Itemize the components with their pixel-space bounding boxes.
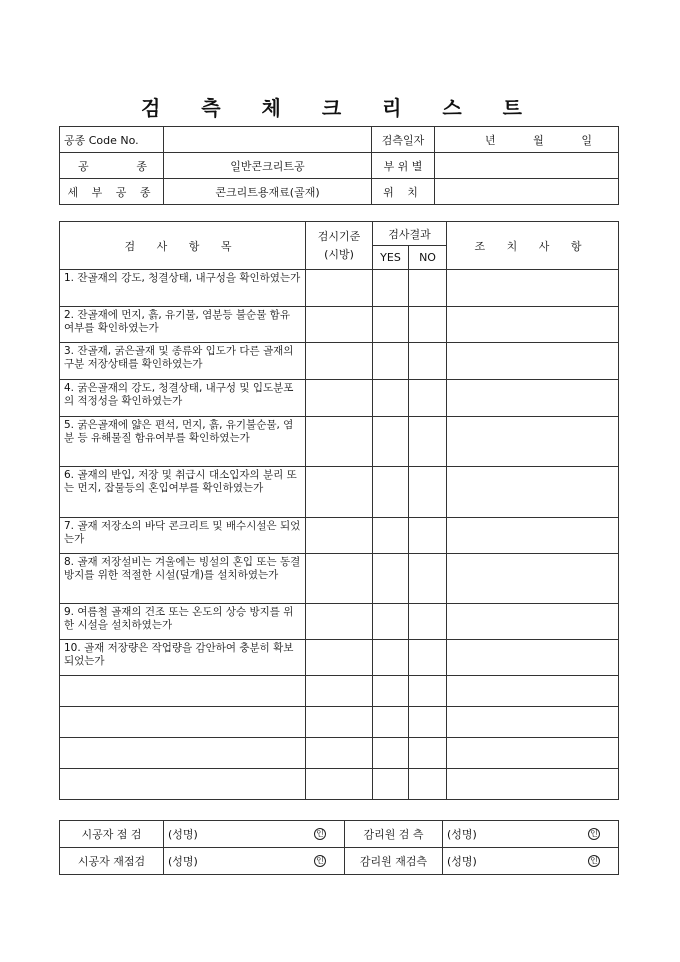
work-value[interactable]: 일반콘크리트공 [164, 153, 372, 179]
info-table [59, 126, 619, 205]
seal-icon: 인 [314, 855, 326, 867]
no-cell[interactable] [409, 417, 447, 467]
yes-cell[interactable] [373, 738, 409, 769]
table-row [60, 343, 619, 380]
location-label: 위 치 [372, 179, 435, 205]
header-no: NO [409, 246, 447, 270]
check-item: 9. 여름철 골재의 건조 또는 온도의 상승 방지를 위한 시설을 설치하였는가 [60, 604, 306, 640]
item-cell[interactable] [60, 769, 306, 800]
part-label: 부 위 별 [372, 153, 435, 179]
action-cell[interactable] [447, 518, 619, 554]
header-standard-line2: (시방) [324, 247, 354, 261]
yes-cell[interactable] [373, 707, 409, 738]
seal-icon: 인 [314, 828, 326, 840]
yes-cell[interactable] [373, 417, 409, 467]
table-row [60, 467, 619, 518]
check-item: 2. 잔골재에 먼지, 흙, 유기물, 염분등 불순물 함유 여부를 확인하였는가 [60, 307, 306, 343]
item-cell[interactable] [60, 676, 306, 707]
item-cell[interactable] [60, 707, 306, 738]
no-cell[interactable] [409, 343, 447, 380]
action-cell[interactable] [447, 343, 619, 380]
check-item: 5. 굵은골재에 얇은 편석, 먼지, 흙, 유기불순물, 염분 등 유해물질 함유여부를 확인하였는가 [60, 417, 306, 467]
empty-row [60, 707, 619, 738]
yes-cell[interactable] [373, 467, 409, 518]
table-row [60, 417, 619, 467]
date-field[interactable] [435, 127, 619, 153]
date-month: 월 [533, 133, 544, 147]
action-cell[interactable] [447, 676, 619, 707]
standard-cell[interactable] [306, 417, 373, 467]
header-items: 검 사 항 목 [60, 222, 306, 270]
no-cell[interactable] [409, 676, 447, 707]
yes-cell[interactable] [373, 518, 409, 554]
work-label: 공 종 [60, 153, 164, 179]
contractor-recheck-label: 시공자 재점검 [60, 848, 164, 875]
part-value[interactable] [435, 153, 619, 179]
yes-cell[interactable] [373, 343, 409, 380]
header-action: 조 치 사 항 [447, 222, 619, 270]
action-cell[interactable] [447, 604, 619, 640]
signature-table [59, 820, 619, 875]
standard-cell[interactable] [306, 640, 373, 676]
action-cell[interactable] [447, 270, 619, 307]
contractor-check-label: 시공자 점 검 [60, 821, 164, 848]
check-item: 4. 굵은골재의 강도, 청결상태, 내구성 및 입도분포의 적정성을 확인하였는가 [60, 380, 306, 417]
action-cell[interactable] [447, 380, 619, 417]
check-item: 8. 골재 저장설비는 겨울에는 빙설의 혼입 또는 동결 방지를 위한 적절한 시설(덮개)를 설치하였는가 [60, 554, 306, 604]
supervisor-recheck-label: 감리원 재검측 [345, 848, 443, 875]
name-label: (성명) [447, 828, 477, 841]
standard-cell[interactable] [306, 307, 373, 343]
yes-cell[interactable] [373, 270, 409, 307]
header-yes: YES [373, 246, 409, 270]
table-row [60, 604, 619, 640]
no-cell[interactable] [409, 518, 447, 554]
action-cell[interactable] [447, 467, 619, 518]
name-label: (성명) [168, 855, 198, 868]
action-cell[interactable] [447, 307, 619, 343]
check-item: 6. 골재의 반입, 저장 및 취급시 대소입자의 분리 또는 먼지, 잡물등의 혼입여부를 확인하였는가 [60, 467, 306, 518]
check-item: 10. 골재 저장량은 작업량을 감안하여 충분히 확보 되었는가 [60, 640, 306, 676]
action-cell[interactable] [447, 707, 619, 738]
no-cell[interactable] [409, 554, 447, 604]
seal-icon: 인 [588, 828, 600, 840]
no-cell[interactable] [409, 707, 447, 738]
yes-cell[interactable] [373, 676, 409, 707]
header-result: 검사결과 [373, 222, 447, 246]
supervisor-check-label: 감리원 검 측 [345, 821, 443, 848]
action-cell[interactable] [447, 417, 619, 467]
no-cell[interactable] [409, 604, 447, 640]
no-cell[interactable] [409, 467, 447, 518]
supervisor-check-sign[interactable] [443, 821, 619, 848]
yes-cell[interactable] [373, 307, 409, 343]
check-item: 1. 잔골재의 강도, 청결상태, 내구성을 확인하였는가 [60, 270, 306, 307]
item-cell[interactable] [60, 738, 306, 769]
no-cell[interactable] [409, 640, 447, 676]
yes-cell[interactable] [373, 640, 409, 676]
standard-cell[interactable] [306, 343, 373, 380]
standard-cell[interactable] [306, 769, 373, 800]
no-cell[interactable] [409, 270, 447, 307]
yes-cell[interactable] [373, 554, 409, 604]
date-label: 검측일자 [372, 127, 435, 153]
no-cell[interactable] [409, 769, 447, 800]
header-standard-line1: 검시기준 [317, 229, 361, 243]
standard-cell[interactable] [306, 518, 373, 554]
name-label: (성명) [168, 828, 198, 841]
table-row [60, 380, 619, 417]
no-cell[interactable] [409, 380, 447, 417]
code-value[interactable] [164, 127, 372, 153]
action-cell[interactable] [447, 738, 619, 769]
location-value[interactable] [435, 179, 619, 205]
page-title: 검 측 체 크 리 스 트 [140, 96, 540, 120]
yes-cell[interactable] [373, 769, 409, 800]
table-row [60, 554, 619, 604]
empty-row [60, 769, 619, 800]
yes-cell[interactable] [373, 604, 409, 640]
action-cell[interactable] [447, 554, 619, 604]
date-day: 일 [581, 133, 592, 147]
contractor-recheck-sign[interactable] [164, 848, 345, 875]
checklist-table [59, 221, 619, 800]
header-standard [306, 222, 373, 270]
standard-cell[interactable] [306, 707, 373, 738]
action-cell[interactable] [447, 769, 619, 800]
standard-cell[interactable] [306, 467, 373, 518]
detail-value[interactable]: 콘크리트용재료(골재) [164, 179, 372, 205]
empty-row [60, 738, 619, 769]
check-item: 7. 골재 저장소의 바닥 콘크리트 및 배수시설은 되었는가 [60, 518, 306, 554]
no-cell[interactable] [409, 307, 447, 343]
supervisor-recheck-sign[interactable] [443, 848, 619, 875]
code-label: 공종 Code No. [60, 127, 164, 153]
check-item: 3. 잔골재, 굵은골재 및 종류와 입도가 다른 골재의 구분 저장상태를 확인하였는가 [60, 343, 306, 380]
standard-cell[interactable] [306, 270, 373, 307]
table-row [60, 307, 619, 343]
name-label: (성명) [447, 855, 477, 868]
detail-label: 세 부 공 종 [60, 179, 164, 205]
yes-cell[interactable] [373, 380, 409, 417]
standard-cell[interactable] [306, 604, 373, 640]
no-cell[interactable] [409, 738, 447, 769]
table-row [60, 640, 619, 676]
table-row [60, 270, 619, 307]
standard-cell[interactable] [306, 380, 373, 417]
empty-row [60, 676, 619, 707]
standard-cell[interactable] [306, 738, 373, 769]
standard-cell[interactable] [306, 554, 373, 604]
standard-cell[interactable] [306, 676, 373, 707]
seal-icon: 인 [588, 855, 600, 867]
table-row [60, 518, 619, 554]
action-cell[interactable] [447, 640, 619, 676]
contractor-check-sign[interactable] [164, 821, 345, 848]
date-year: 년 [485, 133, 496, 147]
